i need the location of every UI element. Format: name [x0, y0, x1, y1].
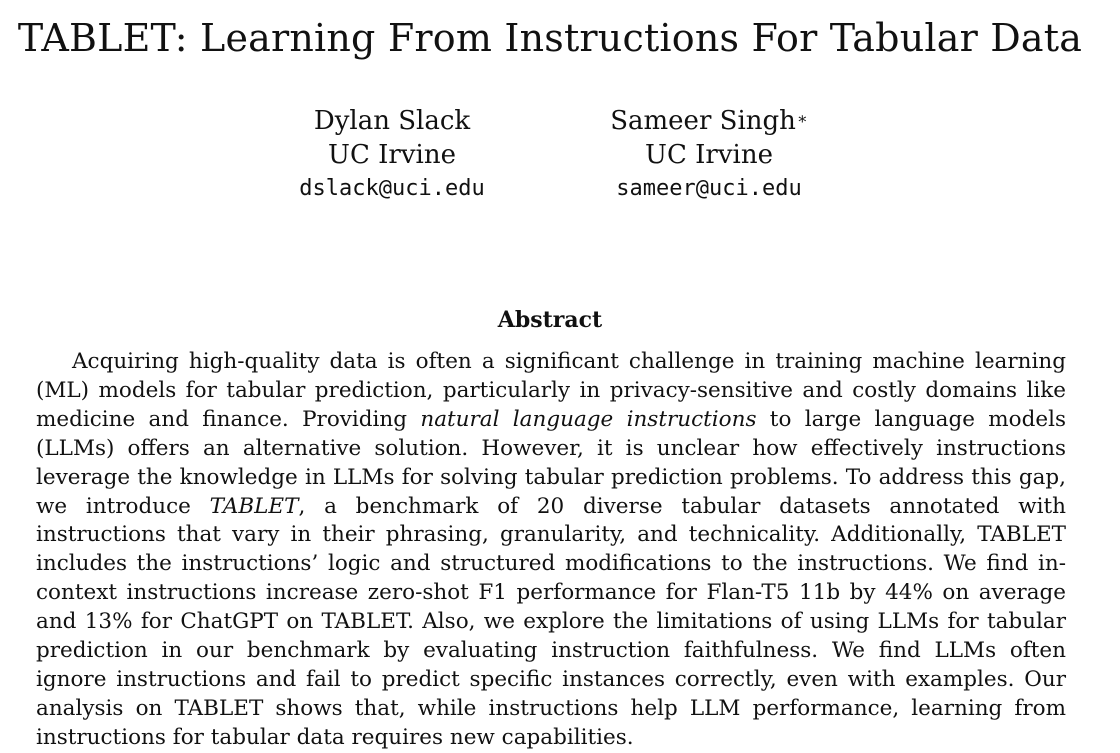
author-2-name-text: Sameer Singh [610, 106, 796, 136]
author-2 [579, 104, 839, 206]
author-1-name-text: Dylan Slack [313, 106, 471, 136]
author-1 [262, 104, 522, 206]
author-block [0, 104, 1120, 214]
abstract-text-part-1: Acquiring high-quality data is often a significant challenge in training machine learning (ML) models for tabular prediction, particularly in privacy-sensitive and costly domains like medicine and finance. Providing [36, 349, 1066, 432]
author-1-affiliation: UC Irvine [328, 140, 456, 170]
author-2-email: sameer@uci.edu [616, 176, 802, 201]
paper-title: TABLET: Learning From Instructions For Tabular Data [17, 16, 1083, 60]
abstract-emphasis-1: natural language instructions [420, 406, 757, 432]
abstract-heading: Abstract [497, 307, 603, 333]
author-2-footnote-mark: ∗ [796, 109, 808, 128]
author-2-affiliation: UC Irvine [645, 140, 773, 170]
abstract-text-part-2: to large language models (LLMs) offers an alternative solution. However, it is unclear how effectively instructions leverage the knowledge in LLMs for solving tabular prediction problems. To address this gap, we introduce [36, 406, 1066, 519]
author-1-name [262, 104, 522, 138]
abstract-text-part-3: , a benchmark of 20 diverse tabular datasets annotated with instructions that vary in their phrasing, granularity, and technicality. Additionally, TABLET includes the instructions’ logic and structured modifications to the instructions. We find in-context instructions increase zero-shot F1 performance for Flan-T5 11b by 44% on average and 13% for ChatGPT on TABLET. Also, we explore the limitations of using LLMs for tabular prediction in our benchmark by evaluating instruction faithfulness. We find LLMs often ignore instructions and fail to predict specific instances correctly, even with examples. Our analysis on TABLET shows that, while instructions help LLM performance, learning from instructions for tabular data requires new capabilities. [36, 493, 1066, 750]
abstract-body [36, 348, 1066, 753]
author-1-email: dslack@uci.edu [299, 176, 485, 201]
author-2-name [579, 104, 839, 138]
abstract-emphasis-2: TABLET [209, 493, 299, 519]
